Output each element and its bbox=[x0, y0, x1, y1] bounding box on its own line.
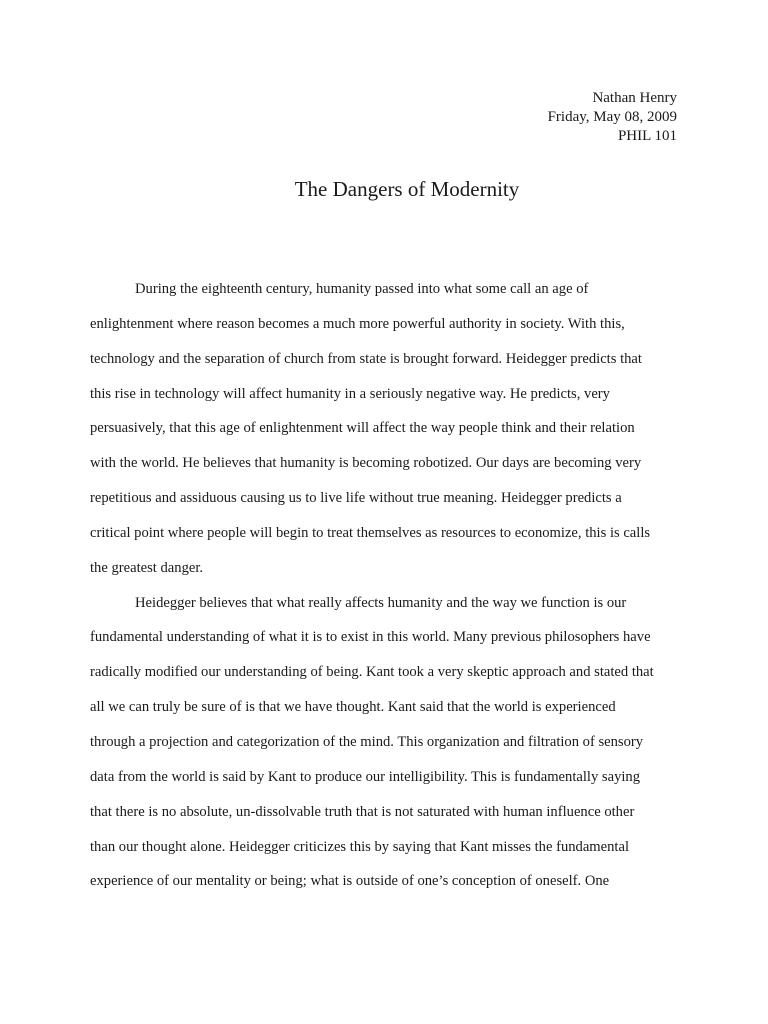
body-text bbox=[90, 278, 690, 905]
text-line: enlightenment where reason becomes a much more powerful authority in society. With this, bbox=[90, 315, 625, 332]
text-line: data from the world is said by Kant to produce our intelligibility. This is fundamentally saying bbox=[90, 768, 641, 785]
text-line: all we can truly be sure of is that we have thought. Kant said that the world is experienced bbox=[90, 699, 616, 716]
text-line: experience of our mentality or being; what is outside of one’s conception of oneself. One bbox=[90, 873, 610, 890]
text-line: repetitious and assiduous causing us to live life without true meaning. Heidegger predicts a bbox=[90, 490, 622, 507]
document-date: Friday, May 08, 2009 bbox=[547, 109, 677, 125]
text-line: the greatest danger. bbox=[90, 559, 204, 576]
text-line: with the world. He believes that humanity is becoming robotized. Our days are becoming very bbox=[90, 455, 642, 472]
text-line: than our thought alone. Heidegger criticizes this by saying that Kant misses the fundamental bbox=[90, 838, 630, 855]
text-line: critical point where people will begin to treat themselves as resources to economize, this is calls bbox=[90, 524, 651, 541]
header-block bbox=[548, 89, 677, 146]
course-code: PHIL 101 bbox=[617, 128, 677, 144]
text-line: that there is no absolute, un-dissolvable truth that is not saturated with human influence other bbox=[90, 803, 635, 820]
paragraph-2 bbox=[90, 592, 690, 906]
text-line: persuasively, that this age of enlightenment will affect the way people think and their relation bbox=[90, 420, 635, 437]
text-line: fundamental understanding of what it is to exist in this world. Many previous philosophers have bbox=[90, 629, 651, 646]
text-line: through a projection and categorization of the mind. This organization and filtration of sensory bbox=[90, 733, 644, 750]
text-line: this rise in technology will affect humanity in a seriously negative way. He predicts, very bbox=[90, 385, 610, 402]
text-line: During the eighteenth century, humanity passed into what some call an age of bbox=[135, 281, 589, 297]
document-title: The Dangers of Modernity bbox=[294, 177, 520, 201]
paragraph-1 bbox=[90, 278, 690, 592]
text-line: Heidegger believes that what really affects humanity and the way we function is our bbox=[135, 594, 627, 611]
text-line: technology and the separation of church from state is brought forward. Heidegger predicts that bbox=[90, 350, 642, 367]
text-line: radically modified our understanding of being. Kant took a very skeptic approach and stated that bbox=[90, 664, 654, 681]
author-name: Nathan Henry bbox=[592, 90, 677, 106]
